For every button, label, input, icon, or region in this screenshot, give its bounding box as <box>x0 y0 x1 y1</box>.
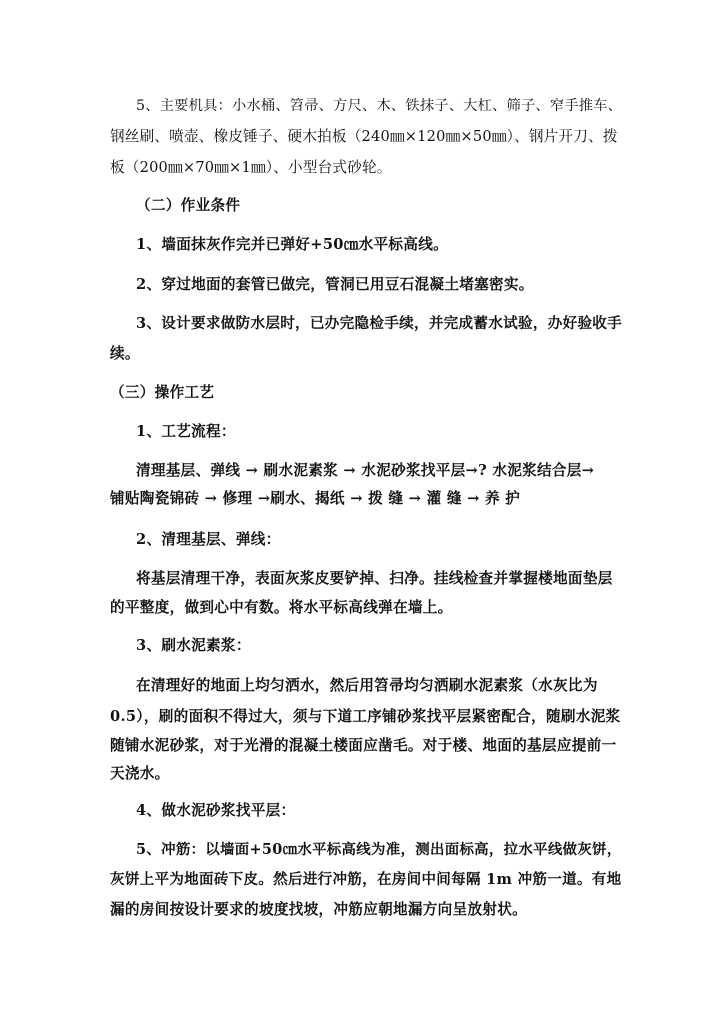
step-2-heading: 2、清理基层、弹线： <box>136 531 281 548</box>
tools-line-1: 5、主要机具：小水桶、笤帚、方尺、木、铁抹子、大杠、筛子、窄手推车、 <box>136 98 623 114</box>
step-3-line-3: 随铺水泥砂浆，对于光滑的混凝土楼面应凿毛。对于楼、地面的基层应提前一 <box>110 737 617 754</box>
condition-item-3-line-1: 3、设计要求做防水层时，已办完隐检手续，并完成蓄水试验，办好验收手 <box>136 315 623 332</box>
section-heading-work-conditions: （二）作业条件 <box>136 197 241 214</box>
step-5-line-3: 漏的房间按设计要求的坡度找坡，冲筋应朝地漏方向呈放射状。 <box>110 901 528 918</box>
step-2-line-2: 的平整度，做到心中有数。将水平标高线弹在墙上。 <box>110 599 453 616</box>
step-5-line-2: 灰饼上平为地面砖下皮。然后进行冲筋，在房间中间每隔 1m 冲筋一道。有地 <box>110 871 622 888</box>
tools-line-3: 板（200㎜×70㎜×1㎜）、小型台式砂轮。 <box>110 159 392 176</box>
step-2-line-1: 将基层清理干净，表面灰浆皮要铲掉、扫净。挂线检查并掌握楼地面垫层 <box>136 570 613 587</box>
flow-line-1: 清理基层、弹线 → 刷水泥素浆 → 水泥砂浆找平层→? 水泥浆结合层→ <box>136 462 595 479</box>
flow-heading: 1、工艺流程： <box>136 423 236 440</box>
step-3-line-4: 天浇水。 <box>110 765 170 782</box>
condition-item-3-line-2: 续。 <box>110 345 140 362</box>
step-3-heading: 3、刷水泥素浆： <box>136 637 251 654</box>
step-5-line-1: 5、冲筋：以墙面+50㎝水平标高线为准，测出面标高，拉水平线做灰饼， <box>136 841 622 858</box>
condition-item-1: 1、墙面抹灰作完并已弹好+50㎝水平标高线。 <box>136 236 448 253</box>
flow-line-2: 铺贴陶瓷锦砖 → 修理 →刷水、揭纸 → 拨 缝 → 灌 缝 → 养 护 <box>110 490 521 507</box>
step-3-line-1: 在清理好的地面上均匀洒水，然后用笤帚均匀洒刷水泥素浆（水灰比为 <box>136 677 598 694</box>
step-4-heading: 4、做水泥砂浆找平层： <box>136 802 296 819</box>
step-3-line-2: 0.5），刷的面积不得过大，须与下道工序铺砂浆找平层紧密配合，随刷水泥浆 <box>110 708 621 725</box>
condition-item-2: 2、穿过地面的套管已做完，管洞已用豆石混凝土堵塞密实。 <box>136 276 534 293</box>
section-heading-operation: （三）操作工艺 <box>110 384 215 401</box>
tools-line-2: 钢丝刷、喷壶、橡皮锤子、硬木拍板（240㎜×120㎜×50㎜）、钢片开刀、拨 <box>110 128 618 145</box>
